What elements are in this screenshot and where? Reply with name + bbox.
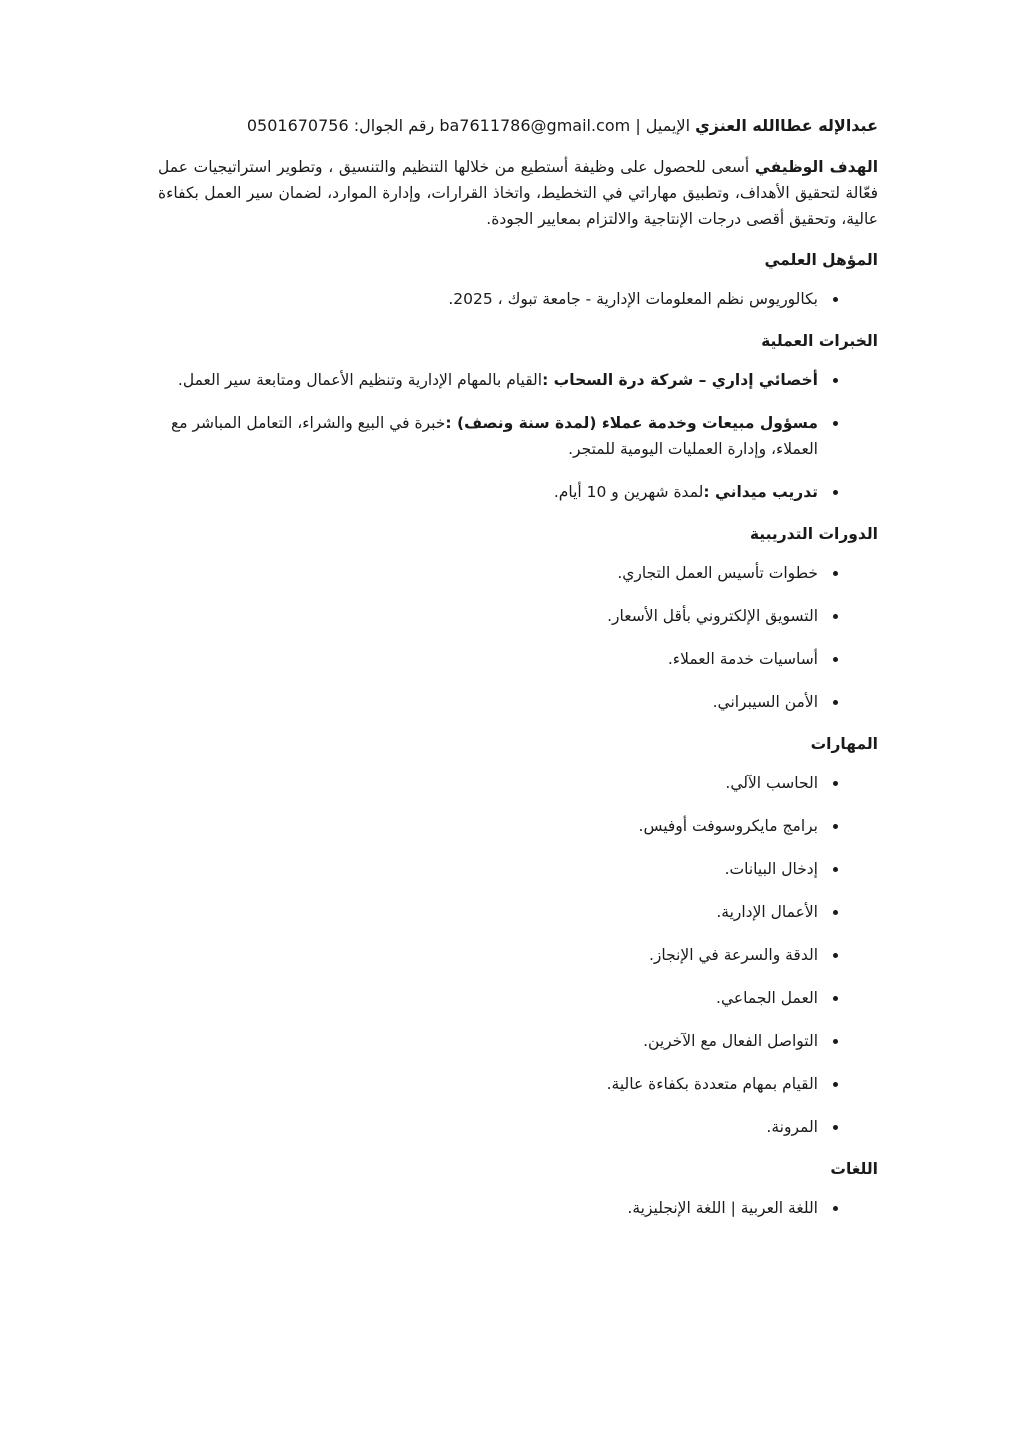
list-item: إدخال البيانات.: [158, 856, 878, 882]
list-item: بكالوريوس نظم المعلومات الإدارية - جامعة تبوك ، 2025.: [158, 286, 878, 312]
list-item: العمل الجماعي.: [158, 985, 878, 1011]
list-item: برامج مايكروسوفت أوفيس.: [158, 813, 878, 839]
courses-title: الدورات التدريبية: [749, 525, 878, 543]
experience-desc: خبرة في البيع والشراء، التعامل المباشر مع العملاء، وإدارة العمليات اليومية للمتجر.: [171, 414, 818, 458]
list-item: الأعمال الإدارية.: [158, 899, 878, 925]
email-address: ba7611786@gmail.com: [439, 116, 631, 135]
languages-title: اللغات: [830, 1160, 878, 1178]
experience-title: الخبرات العملية: [761, 332, 878, 350]
experience-role: أخصائي إداري – شركة درة السحاب :: [542, 371, 818, 389]
skills-title: المهارات: [810, 735, 878, 753]
career-objective: [158, 154, 878, 232]
list-item: خطوات تأسيس العمل التجاري.: [158, 560, 878, 586]
contact-header: [158, 112, 878, 140]
experience-item: [158, 367, 878, 393]
experience-item: [158, 410, 878, 462]
objective-label: الهدف الوظيفي: [754, 158, 879, 176]
phone-number: 0501670756: [246, 116, 349, 135]
list-item: الأمن السيبراني.: [158, 689, 878, 715]
list-item: الحاسب الآلي.: [158, 770, 878, 796]
list-item: الدقة والسرعة في الإنجاز.: [158, 942, 878, 968]
list-item: القيام بمهام متعددة بكفاءة عالية.: [158, 1071, 878, 1097]
languages-list: [158, 1195, 878, 1221]
list-item: المرونة.: [158, 1114, 878, 1140]
list-item: اللغة العربية | اللغة الإنجليزية.: [158, 1195, 878, 1221]
phone-label: :رقم الجوال: [353, 116, 435, 135]
applicant-name: عبدالإله عطاالله العنزي: [695, 116, 878, 135]
experience-list: [158, 367, 878, 505]
list-item: التسويق الإلكتروني بأقل الأسعار.: [158, 603, 878, 629]
experience-desc: القيام بالمهام الإدارية وتنظيم الأعمال ومتابعة سير العمل.: [177, 371, 543, 389]
qualification-list: [158, 286, 878, 312]
experience-role: مسؤول مبيعات وخدمة عملاء (لمدة سنة ونصف) :: [445, 414, 818, 432]
qualification-title: المؤهل العلمي: [764, 251, 878, 269]
email-label: الإيميل |: [635, 116, 691, 135]
experience-item: [158, 479, 878, 505]
list-item: أساسيات خدمة العملاء.: [158, 646, 878, 672]
experience-desc: لمدة شهرين و 10 أيام.: [553, 483, 704, 501]
experience-role: تدريب ميداني :: [703, 483, 818, 501]
courses-list: [158, 560, 878, 715]
list-item: التواصل الفعال مع الآخرين.: [158, 1028, 878, 1054]
resume-document: [158, 112, 878, 1238]
objective-text: أسعى للحصول على وظيفة أستطيع من خلالها التنظيم والتنسيق ، وتطوير استراتيجيات عمل فعّالة لتحقيق الأهداف، وتطبيق مهاراتي في التخطيط، واتخاذ القرارات، وإدارة الموارد، لضمان سير العمل بكفاءة عالية، وتحقيق أقصى درجات الإنتاجية والالتزام بمعايير الجودة.: [158, 158, 878, 228]
skills-list: [158, 770, 878, 1140]
